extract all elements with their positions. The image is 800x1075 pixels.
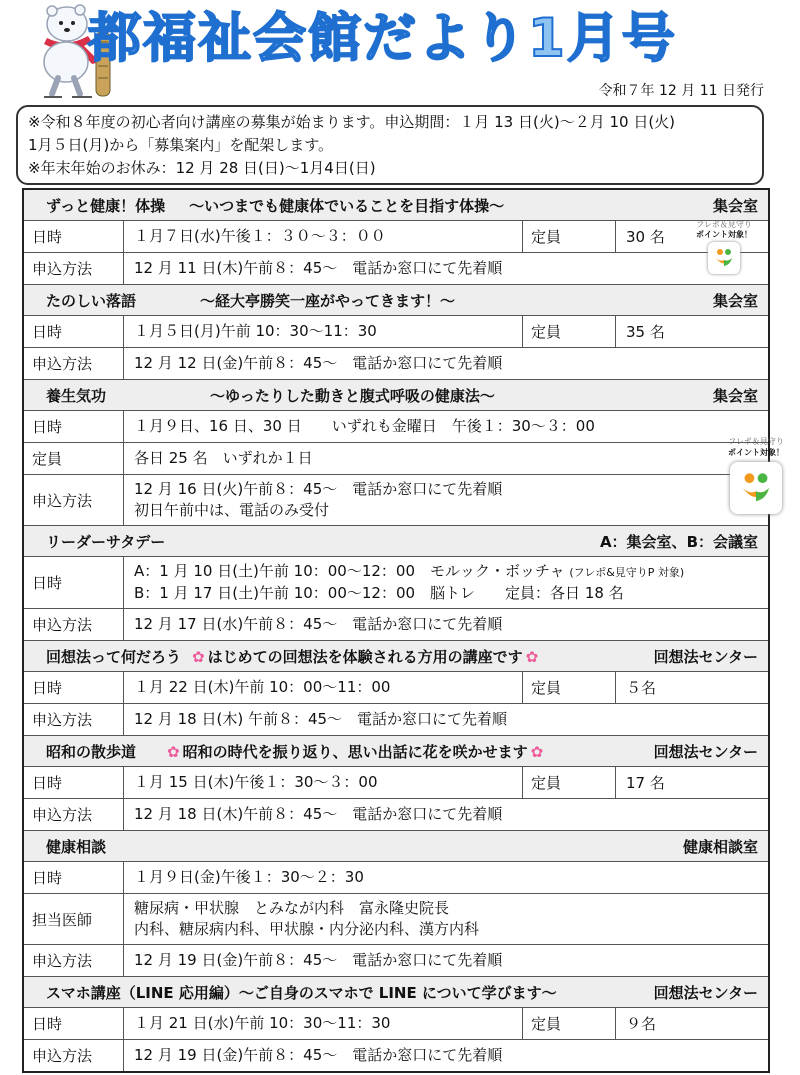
table-row [24,411,768,443]
row-label: 申込方法 [24,609,124,640]
row-value: １月７日(水)午後１：３０～３：００ [134,227,386,245]
table-row [24,348,768,380]
row-value: ５名 [626,679,657,697]
page-title: 都福祉会館だより1月号 [88,8,677,69]
flower-icon: ✿ [167,742,180,761]
row-label: 定員 [522,672,616,703]
course-location: 健康相談室 [682,837,758,856]
table-row [24,443,768,475]
course-header [24,641,768,672]
notice-line: ※令和８年度の初心者向け講座の募集が始まります。申込期間：１月 13 日(火)～２月 10 日(火) [28,113,676,131]
table-row [24,557,768,609]
badge-line: ポイント対象！ [696,230,752,239]
course-subtitle: ～経大亭勝笑一座がやってきます！～ [200,291,456,310]
course-name: 養生気功 [46,386,107,405]
course-location: 回想法センター [653,647,758,666]
course-location: 回想法センター [653,742,758,761]
row-label: 定員 [522,221,616,252]
course-subtitle [164,741,654,762]
course-header [24,190,768,221]
row-label: 定員 [522,1008,616,1039]
table-row [24,672,768,704]
row-value: 12 月 19 日(金)午前８：45～ 電話か窓口にて先着順 [134,1046,503,1064]
table-row [24,767,768,799]
point-logo-icon [730,462,782,514]
table-row [24,1008,768,1040]
row-value [124,557,768,608]
table-row [24,704,768,736]
row-value: １月９日、16 日、30 日 いずれも金曜日 午後１：30～３：00 [134,417,595,435]
course-header [24,526,768,557]
course-header [24,380,768,411]
row-value: 12 月 17 日(水)午前８：45～ 電話か窓口にて先着順 [134,615,503,633]
row-value: 12 月 11 日(木)午前８：45～ 電話か窓口にて先着順 [134,259,503,277]
table-row [24,221,768,253]
row-label: 申込方法 [24,348,124,379]
course-location: 回想法センター [653,983,758,1002]
course-subtitle [189,646,654,667]
issue-date: 令和７年 12 月 11 日発行 [598,83,764,99]
flower-icon: ✿ [192,647,205,666]
row-value-line [134,561,758,583]
course-header [24,736,768,767]
row-value [124,475,768,525]
row-value: 12 月 18 日(木) 午前８：45～ 電話か窓口にて先着順 [134,710,508,728]
row-value-line: B：1 月 17 日(土)午前 10：00～12：00 脳トレ 定員：各日 18 名 [134,584,624,602]
table-row [24,253,768,285]
row-label: 申込方法 [24,704,124,735]
course-header [24,977,768,1008]
row-value: 35 名 [626,323,665,341]
row-label: 定員 [24,443,124,474]
course-name: スマホ講座（LINE 応用編）～ご自身のスマホで LINE について学びます～ [46,983,557,1002]
course-header [24,831,768,862]
row-label: 日時 [24,672,124,703]
point-badge [714,436,798,516]
table-row [24,862,768,894]
course-location: 集会室 [712,291,758,310]
row-value-text: A：1 月 10 日(土)午前 10：00～12：00 モルック・ボッチャ [134,562,565,580]
row-value-line: 内科、糖尿病内科、甲状腺・内分泌内科、漢方内科 [134,920,480,938]
flower-icon: ✿ [525,647,539,666]
row-label: 申込方法 [24,475,124,525]
course-subtitle: ～ゆったりした動きと腹式呼吸の健康法～ [210,386,495,405]
course-schedule-table [22,188,770,1073]
badge-line: フレポ＆見守り [696,220,752,229]
badge-line: ポイント対象！ [728,448,784,457]
course-location: A：集会室、B：会議室 [599,532,758,551]
row-value: 各日 25 名 いずれか１日 [134,449,313,467]
row-value: ９名 [626,1015,657,1033]
row-label: 定員 [522,316,616,347]
row-label: 日時 [24,316,124,347]
course-subtitle-text: はじめての回想法を体験される方用の講座です [207,647,523,666]
course-name: たのしい落語 [46,291,137,310]
table-row [24,894,768,945]
row-label: 日時 [24,767,124,798]
row-label: 日時 [24,862,124,893]
row-value-note: (フレポ&見守りP 対象) [569,566,685,579]
badge-line: フレポ＆見守り [728,437,784,446]
row-value-line: 初日午前中は、電話のみ受付 [134,501,330,519]
notice-box [16,105,764,185]
course-name: リーダーサタデー [46,532,166,551]
table-row [24,799,768,831]
row-value: １月９日(金)午後１：30～２：30 [134,868,364,886]
row-value: 12 月 12 日(金)午前８：45～ 電話か窓口にて先着順 [134,354,503,372]
row-value-line: 糖尿病・甲状腺 とみなが内科 富永隆史院長 [134,899,450,917]
row-value [124,894,768,944]
row-value: 12 月 19 日(金)午前８：45～ 電話か窓口にて先着順 [134,951,503,969]
course-name: 昭和の散歩道 [46,742,137,761]
row-label: 申込方法 [24,253,124,284]
row-value-line: 12 月 16 日(火)午前８：45～ 電話か窓口にて先着順 [134,480,503,498]
row-label: 担当医師 [24,894,124,944]
notice-line: ※年末年始のお休み：12 月 28 日(日)～1月4日(日) [28,159,376,177]
notice-line: 1月５日(月)から「募集案内」を配架します。 [28,136,334,154]
course-location: 集会室 [712,386,758,405]
course-location: 集会室 [712,196,758,215]
row-value: １月 21 日(水)午前 10：30～11：30 [134,1014,391,1032]
table-row [24,475,768,526]
table-row [24,1040,768,1071]
row-label: 日時 [24,557,124,608]
row-label: 日時 [24,221,124,252]
row-value: 12 月 18 日(木)午前８：45～ 電話か窓口にて先着順 [134,805,503,823]
row-label: 申込方法 [24,799,124,830]
row-value: １月５日(月)午前 10：30～11：30 [134,322,377,340]
row-label: 日時 [24,411,124,442]
course-subtitle: ～いつまでも健康体でいることを目指す体操～ [189,196,505,215]
table-row [24,316,768,348]
row-value: １月 22 日(木)午前 10：00～11：00 [134,678,391,696]
course-name: 回想法って何だろう [46,647,182,666]
row-value: 30 名 [626,228,665,246]
course-subtitle-text: 昭和の時代を振り返り、思い出話に花を咲かせます [182,742,528,761]
flower-icon: ✿ [530,742,544,761]
row-value: 17 名 [626,774,665,792]
row-label: 申込方法 [24,945,124,976]
row-value: １月 15 日(木)午後１：30～３：00 [134,773,378,791]
row-label: 日時 [24,1008,124,1039]
row-label: 定員 [522,767,616,798]
course-name: 健康相談 [46,837,107,856]
table-row [24,609,768,641]
row-label: 申込方法 [24,1040,124,1071]
table-row [24,945,768,977]
course-name: ずっと健康！体操 [46,196,166,215]
course-header [24,285,768,316]
